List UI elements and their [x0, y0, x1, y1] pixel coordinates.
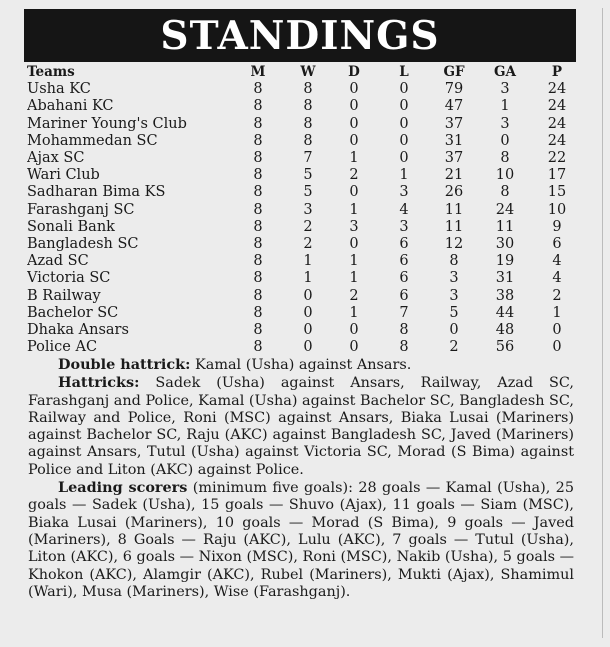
goals-against-cell: 0: [500, 132, 510, 149]
draws-cell: 1: [349, 270, 359, 287]
wins-cell: 5: [303, 184, 313, 201]
matches-cell: 8: [253, 236, 263, 253]
points-cell: 10: [547, 201, 567, 218]
table-row: [27, 167, 583, 184]
standings-body: [27, 81, 583, 356]
team-name-cell: Usha KC: [27, 81, 91, 98]
table-row: [27, 184, 583, 201]
goals-for-cell: 31: [444, 132, 464, 149]
team-name-cell: Azad SC: [27, 253, 89, 270]
matches-cell: 8: [253, 322, 263, 339]
leading-scorers-label: Leading scorers: [58, 479, 188, 497]
goals-against-cell: 24: [495, 201, 515, 218]
matches-cell: 8: [253, 98, 263, 115]
table-row: [27, 236, 583, 253]
points-cell: 24: [547, 98, 567, 115]
goals-against-cell: 44: [495, 304, 515, 321]
matches-cell: 8: [253, 184, 263, 201]
points-cell: 22: [547, 150, 567, 167]
draws-cell: 0: [349, 132, 359, 149]
wins-cell: 0: [303, 304, 313, 321]
goals-for-cell: 21: [444, 167, 464, 184]
losses-cell: 6: [399, 253, 409, 270]
team-name-cell: Wari Club: [27, 167, 100, 184]
goals-against-cell: 1: [500, 98, 510, 115]
wins-cell: 5: [303, 167, 313, 184]
draws-cell: 1: [349, 201, 359, 218]
points-cell: 17: [547, 167, 567, 184]
column-header-losses: L: [399, 64, 409, 80]
goals-for-cell: 26: [444, 184, 464, 201]
table-row: [27, 150, 583, 167]
matches-cell: 8: [253, 132, 263, 149]
goals-for-cell: 79: [444, 81, 464, 98]
goals-against-cell: 8: [500, 184, 510, 201]
points-cell: 6: [552, 236, 562, 253]
draws-cell: 2: [349, 287, 359, 304]
matches-cell: 8: [253, 115, 263, 132]
leading-scorers-text: (minimum five goals): 28 goals — Kamal (Usha), 25 goals — Sadek (Usha), 15 goals — Shuvo (Ajax), 11 goals — Siam (MSC), Biaka Lusai (Mariners), 10 goals — Morad (S Bima), 9 goals — Javed (Mariners), 8 Goals — Raju (AKC), Lulu (AKC), 7 goals — Tutul (Usha), Liton (AKC), 6 goals — Nixon (MSC), Roni (MSC), Nakib (Usha), 5 goals — Khokon (AKC), Alamgir (AKC), Rubel (Mariners), Mukti (Ajax), Shamimul (Wari), Musa (Mariners), Wise (Farashganj).: [28, 480, 574, 600]
losses-cell: 6: [399, 287, 409, 304]
wins-cell: 2: [303, 236, 313, 253]
wins-cell: 3: [303, 201, 313, 218]
points-cell: 24: [547, 115, 567, 132]
team-name-cell: Mohammedan SC: [27, 132, 158, 149]
goals-against-cell: 8: [500, 150, 510, 167]
table-row: [27, 81, 583, 98]
losses-cell: 6: [399, 270, 409, 287]
losses-cell: 4: [399, 201, 409, 218]
goals-against-cell: 19: [495, 253, 515, 270]
goals-for-cell: 8: [449, 253, 459, 270]
wins-cell: 8: [303, 98, 313, 115]
wins-cell: 2: [303, 218, 313, 235]
matches-cell: 8: [253, 81, 263, 98]
points-cell: 4: [552, 253, 562, 270]
matches-cell: 8: [253, 304, 263, 321]
column-header-goals-against: GA: [493, 64, 516, 80]
draws-cell: 0: [349, 98, 359, 115]
wins-cell: 8: [303, 132, 313, 149]
team-name-cell: B Railway: [27, 287, 101, 304]
matches-cell: 8: [253, 218, 263, 235]
goals-against-cell: 3: [500, 115, 510, 132]
page-title: STANDINGS: [24, 9, 576, 62]
table-row: [27, 305, 583, 322]
draws-cell: 1: [349, 304, 359, 321]
team-name-cell: Dhaka Ansars: [27, 322, 129, 339]
table-row: [27, 133, 583, 150]
team-name-cell: Police AC: [27, 339, 98, 356]
goals-for-cell: 47: [444, 98, 464, 115]
wins-cell: 8: [303, 115, 313, 132]
team-name-cell: Victoria SC: [27, 270, 111, 287]
losses-cell: 3: [399, 184, 409, 201]
losses-cell: 0: [399, 98, 409, 115]
draws-cell: 0: [349, 339, 359, 356]
table-row: [27, 202, 583, 219]
losses-cell: 0: [399, 132, 409, 149]
draws-cell: 1: [349, 150, 359, 167]
matches-cell: 8: [253, 150, 263, 167]
leading-scorers-paragraph: [28, 479, 574, 601]
column-header-wins: W: [300, 64, 316, 80]
matches-cell: 8: [253, 201, 263, 218]
points-cell: 0: [552, 339, 562, 356]
wins-cell: 1: [303, 270, 313, 287]
wins-cell: 0: [303, 339, 313, 356]
column-header-teams: Teams: [27, 64, 75, 80]
match-notes: [28, 356, 574, 601]
goals-for-cell: 37: [444, 115, 464, 132]
losses-cell: 0: [399, 150, 409, 167]
goals-for-cell: 3: [449, 287, 459, 304]
double-hattrick-label: Double hattrick:: [58, 356, 191, 373]
draws-cell: 0: [349, 184, 359, 201]
double-hattrick-text: Kamal (Usha) against Ansars.: [190, 357, 412, 373]
table-row: [27, 219, 583, 236]
losses-cell: 0: [399, 81, 409, 98]
draws-cell: 0: [349, 236, 359, 253]
goals-for-cell: 37: [444, 150, 464, 167]
team-name-cell: Bangladesh SC: [27, 236, 139, 253]
goals-against-cell: 11: [495, 218, 515, 235]
hattricks-text: Sadek (Usha) against Ansars, Railway, Azad SC, Farashganj and Police, Kamal (Usha) against Bachelor SC, Bangladesh SC, Railway and Police, Roni (MSC) against Ansars, Biaka Lusai (Mariners) against Bachelor SC, Raju (AKC) against Bangladesh SC, Javed (Mariners) against Ansars, Tutul (Usha) against Victoria SC, Morad (S Bima) against Police and Liton (AKC) against Police.: [28, 375, 574, 478]
table-row: [27, 322, 583, 339]
wins-cell: 1: [303, 253, 313, 270]
goals-against-cell: 31: [495, 270, 515, 287]
points-cell: 9: [552, 218, 562, 235]
draws-cell: 0: [349, 81, 359, 98]
matches-cell: 8: [253, 339, 263, 356]
points-cell: 24: [547, 81, 567, 98]
draws-cell: 3: [349, 218, 359, 235]
losses-cell: 8: [399, 339, 409, 356]
matches-cell: 8: [253, 287, 263, 304]
goals-for-cell: 11: [444, 201, 464, 218]
hattricks-label: Hattricks:: [58, 374, 140, 392]
matches-cell: 8: [253, 253, 263, 270]
matches-cell: 8: [253, 167, 263, 184]
losses-cell: 6: [399, 236, 409, 253]
draws-cell: 0: [349, 115, 359, 132]
goals-against-cell: 3: [500, 81, 510, 98]
team-name-cell: Sonali Bank: [27, 218, 115, 235]
team-name-cell: Bachelor SC: [27, 304, 119, 321]
wins-cell: 0: [303, 322, 313, 339]
team-name-cell: Sadharan Bima KS: [27, 184, 166, 201]
column-header-points: P: [551, 64, 563, 80]
losses-cell: 0: [399, 115, 409, 132]
losses-cell: 1: [399, 167, 409, 184]
points-cell: 24: [547, 132, 567, 149]
points-cell: 0: [552, 322, 562, 339]
goals-for-cell: 2: [449, 339, 459, 356]
column-header-goals-for: GF: [443, 64, 465, 80]
table-row: [27, 253, 583, 270]
draws-cell: 0: [349, 322, 359, 339]
draws-cell: 2: [349, 167, 359, 184]
goals-for-cell: 0: [449, 322, 459, 339]
points-cell: 4: [552, 270, 562, 287]
points-cell: 2: [552, 287, 562, 304]
goals-against-cell: 38: [495, 287, 515, 304]
wins-cell: 7: [303, 150, 313, 167]
losses-cell: 7: [399, 304, 409, 321]
goals-against-cell: 30: [495, 236, 515, 253]
goals-for-cell: 3: [449, 270, 459, 287]
losses-cell: 3: [399, 218, 409, 235]
points-cell: 15: [547, 184, 567, 201]
team-name-cell: Ajax SC: [27, 150, 85, 167]
matches-cell: 8: [253, 270, 263, 287]
column-header-matches: M: [250, 64, 266, 80]
goals-against-cell: 48: [495, 322, 515, 339]
hattricks-paragraph: [28, 374, 574, 479]
goals-against-cell: 10: [495, 167, 515, 184]
team-name-cell: Mariner Young's Club: [27, 115, 187, 132]
table-row: [27, 270, 583, 287]
standings-table: [27, 64, 583, 356]
team-name-cell: Abahani KC: [27, 98, 114, 115]
table-header-row: [27, 64, 583, 81]
table-row: [27, 339, 583, 356]
draws-cell: 1: [349, 253, 359, 270]
goals-for-cell: 5: [449, 304, 459, 321]
wins-cell: 0: [303, 287, 313, 304]
goals-for-cell: 12: [444, 236, 464, 253]
column-header-draws: D: [348, 64, 360, 80]
table-row: [27, 288, 583, 305]
goals-for-cell: 11: [444, 218, 464, 235]
losses-cell: 8: [399, 322, 409, 339]
table-row: [27, 98, 583, 115]
team-name-cell: Farashganj SC: [27, 201, 135, 218]
table-row: [27, 116, 583, 133]
wins-cell: 8: [303, 81, 313, 98]
goals-against-cell: 56: [495, 339, 515, 356]
points-cell: 1: [552, 304, 562, 321]
double-hattrick-paragraph: [28, 356, 574, 374]
